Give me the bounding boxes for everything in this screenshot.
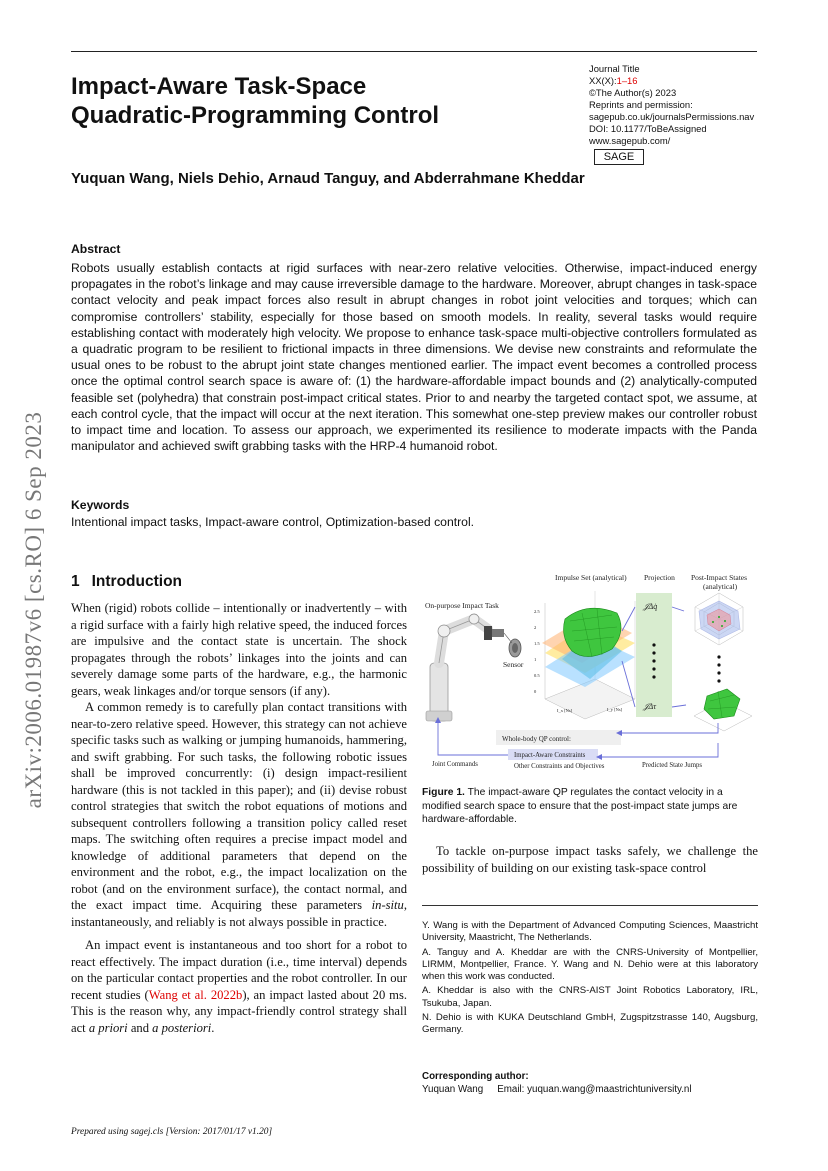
citation-link[interactable]: Wang et al. 2022b	[148, 987, 243, 1002]
title-line-1: Impact-Aware Task-Space	[71, 73, 367, 100]
intro-paragraph-3: An impact event is instantaneous and too short for a robot to react effectively. The impact duration (i.e., time interval) depends on the particular contact properties and the robot controller. In our recent studies (Wang et al. 2022b), an impact lasted about 20 ms. This is the reason why, any impact-friendly control strategy shall act a priori and a posteriori.	[71, 938, 407, 1035]
arrow-predicted-jumps	[602, 743, 718, 757]
figure-1-caption: Figure 1. The impact-aware QP regulates the contact velocity in a modified search space to ensure that the post-impact state jumps are hardware-affordable.	[422, 787, 738, 825]
label-impulse-set: Impulse Set (analytical)	[555, 573, 627, 582]
abstract-heading: Abstract	[71, 242, 121, 256]
label-j-dtau: 𝒥Δτ	[643, 702, 657, 711]
label-post-impact-analytical: (analytical)	[703, 582, 738, 591]
label-projection: Projection	[644, 573, 675, 582]
label-predicted-jumps: Predicted State Jumps	[642, 762, 703, 769]
label-impact-aware-constraints: Impact-Aware Constraints	[514, 752, 586, 759]
left-column	[71, 600, 407, 1036]
sensor-leader-line	[504, 633, 512, 643]
journal-site-link[interactable]: www.sagepub.com/	[589, 135, 671, 146]
authors: Yuquan Wang, Niels Dehio, Arnaud Tanguy, and Abderrahmane Kheddar	[71, 170, 585, 187]
paper-title	[71, 72, 571, 130]
arrow-to-radar	[672, 607, 684, 611]
figure-1	[422, 571, 758, 776]
affiliation-footnotes	[422, 920, 758, 1039]
label-j-dq: 𝒥Δq̇	[643, 602, 658, 611]
top-rule	[71, 51, 757, 52]
impulse-set-plot	[534, 591, 635, 719]
label-on-purpose-task: On-purpose Impact Task	[425, 601, 499, 610]
projection-panel	[636, 593, 672, 717]
title-line-2: Quadratic-Programming Control	[71, 102, 440, 129]
corresponding-email[interactable]: Email: yuquan.wang@maastrichtuniversity.nl	[497, 1084, 692, 1095]
footnote-4: N. Dehio is with KUKA Deutschland GmbH, Zugspitzstrasse 140, Augsburg, Germany.	[422, 1012, 758, 1036]
robot-arm-icon	[426, 614, 504, 721]
arxiv-stamp: arXiv:2006.01987v6 [cs.RO] 6 Sep 2023	[21, 411, 46, 809]
right-column-paragraph	[422, 843, 758, 876]
footnote-2: A. Tanguy and A. Kheddar are with the CNRS-University of Montpellier, LIRMM, Montpellier, France. Y. Wang and N. Dehio were at this laboratory when this work was conducted.	[422, 946, 758, 983]
label-wholebody-qp: Whole-body QP control:	[502, 735, 571, 743]
torque-polytope-plot	[694, 689, 752, 731]
footnote-1: Y. Wang is with the Department of Advanced Computing Sciences, Maastricht University, Maastricht, The Netherlands.	[422, 920, 758, 944]
svg-text:I_x [Ns]: I_x [Ns]	[557, 708, 573, 713]
journal-volume: XX(X):1–16	[589, 75, 638, 86]
journal-permissions-link[interactable]: sagepub.co.uk/journalsPermissions.nav	[589, 111, 755, 122]
figure-1-diagram	[422, 571, 758, 776]
svg-text:1: 1	[534, 657, 537, 662]
journal-info	[589, 63, 789, 147]
sage-logo: SAGE	[594, 149, 644, 165]
label-joint-commands: Joint Commands	[432, 761, 478, 768]
arrow-to-torque-plot	[672, 705, 686, 707]
figure-caption-label: Figure 1.	[422, 787, 465, 798]
journal-reprints: Reprints and permission:	[589, 99, 693, 110]
svg-text:0.5: 0.5	[534, 673, 540, 678]
section-title: Introduction	[91, 573, 183, 590]
intro-paragraph-1: When (rigid) robots collide – intentionally or inadvertently – with a rigid surface with a fairly high relative speed, the induced forces are impulsive and the contact state is uncertain. The shock propagates through the robots’ linkages into the joints and can severely damage some parts of the hardware, e.g., the harmonic gears, weak linkages and/or torque sensors (if any).	[71, 601, 407, 698]
footnote-rule	[422, 905, 758, 906]
intro-paragraph-4: To tackle on-purpose impact tasks safely, we challenge the possibility of building on our existing task-space control	[422, 844, 758, 875]
keywords-text: Intentional impact tasks, Impact-aware control, Optimization-based control.	[71, 515, 475, 529]
intro-paragraph-2: A common remedy is to carefully plan contact transitions with near-to-zero relative speed. However, this strategy can not achieve specific tasks such as walking or jumping humanoids, hammering, and swift grabbing. For such tasks, the following robotic issues shall be improved concurrently: (i) design impact-resilient hardware (this is not tackled in this paper); and (ii) devise robust control strategies that switch the robot equations of motions and subsequent controllers following a transition policy called reset maps. The switching often requires a precise impact model and knowledge of additional parameters that depend on the environment and the robot, e.g., the impact localization on the robot (and on the environment surface), the contact normal, and the exact impact time. Acquiring these parameters in-situ, instantaneously, and reliably is not always possible in practice.	[71, 700, 407, 929]
svg-text:1.5: 1.5	[534, 641, 540, 646]
label-sensor: Sensor	[503, 660, 524, 669]
svg-text:2.5: 2.5	[534, 609, 540, 614]
label-post-impact: Post-Impact States	[691, 573, 748, 582]
journal-doi: DOI: 10.1177/ToBeAssigned	[589, 123, 707, 134]
svg-text:I_y [Ns]: I_y [Ns]	[607, 707, 623, 712]
journal-pages[interactable]: 1–16	[616, 75, 638, 86]
corresponding-author-heading: Corresponding author:	[422, 1071, 529, 1082]
journal-title: Journal Title	[589, 63, 640, 74]
radar-plot	[695, 593, 743, 645]
journal-copyright: ©The Author(s) 2023	[589, 87, 677, 98]
abstract-text: Robots usually establish contacts at rigid surfaces with near-zero relative velocities. Otherwise, impact-induced energy propagates in the robot’s linkage and may cause irreversible damage to the hardware. Moreover, abrupt changes in task-space contact velocity and peak impact forces also result in abrupt changes in robot joint velocities and torques; which can compromise controllers’ stability, especially for those based on smooth models. In reality, several tasks would require establishing contact with moderately high velocity. We propose to enhance task-space multi-objective controllers formulated as a quadratic program to be resilient to frictional impacts in three dimensions. We devise new constraints and reformulate the usual ones to be robust to the abrupt joint state changes mentioned earlier. The impact event becomes a controlled process once the optimal control search space is aware of: (1) the hardware-affordable impact bounds and (2) analytically-computed feasible set (polyhedra) that constrain post-impact critical states. Prior to and nearby the targeted contact spot, we assume, at each control cycle, that the impact will occur at the next iteration. This somewhat one-step preview makes our controller robust to impact time and location. To assess our approach, we experimented its resilience to moderate impacts with the Panda manipulator and achieved swift grabbing tasks with the HRP-4 humanoid robot.	[71, 261, 757, 454]
ellipsis-dots-post	[717, 655, 720, 682]
keywords-heading: Keywords	[71, 498, 130, 512]
section-number: 1	[71, 573, 80, 590]
section-heading-introduction	[71, 573, 194, 591]
footnote-3: A. Kheddar is also with the CNRS-AIST Joint Robotics Laboratory, IRL, Tsukuba, Japan.	[422, 985, 758, 1009]
label-other-constraints: Other Constraints and Objectives	[514, 763, 605, 770]
corresponding-author	[422, 1084, 706, 1095]
prepared-using-footer: Prepared using sagej.cls [Version: 2017/01/17 v1.20]	[71, 1127, 273, 1137]
arrow-to-projection-top	[622, 607, 635, 631]
corresponding-name: Yuquan Wang	[422, 1084, 484, 1095]
arrow-feedback-to-qp	[622, 723, 718, 733]
svg-text:0: 0	[534, 689, 537, 694]
svg-text:2: 2	[534, 625, 537, 630]
